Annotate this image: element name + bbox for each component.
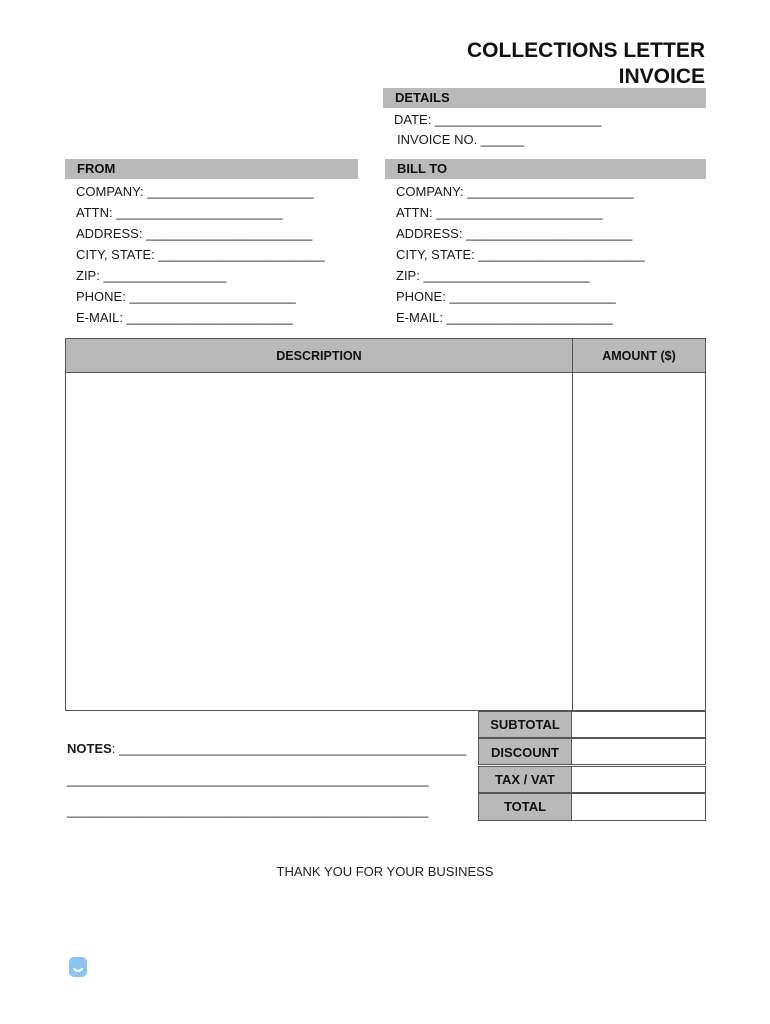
notes-underline-1: : ________________________________________________ <box>111 741 467 756</box>
details-heading: DETAILS <box>383 88 706 108</box>
bill-to-city-state-field[interactable]: CITY, STATE: _______________________ <box>396 247 645 262</box>
from-attn-field[interactable]: ATTN: _______________________ <box>76 205 283 220</box>
date-field[interactable]: DATE: _______________________ <box>394 112 602 127</box>
from-address-field[interactable]: ADDRESS: _______________________ <box>76 226 313 241</box>
tax-label: TAX / VAT <box>478 766 572 793</box>
from-phone-field[interactable]: PHONE: _______________________ <box>76 289 296 304</box>
invoice-number-field[interactable]: INVOICE NO. ______ <box>397 132 525 147</box>
notes-line-3[interactable]: __________________________________________________ <box>67 803 429 818</box>
total-label: TOTAL <box>478 793 572 821</box>
from-email-field[interactable]: E-MAIL: _______________________ <box>76 310 293 325</box>
amount-cell[interactable] <box>573 373 705 710</box>
bill-to-zip-field[interactable]: ZIP: _______________________ <box>396 268 590 283</box>
notes-line-2[interactable]: __________________________________________________ <box>67 772 429 787</box>
bill-to-attn-field[interactable]: ATTN: _______________________ <box>396 205 603 220</box>
discount-value[interactable] <box>571 738 706 765</box>
notes-line-1[interactable] <box>67 741 466 757</box>
title-line-2: INVOICE <box>618 65 705 88</box>
tax-row <box>478 766 706 793</box>
discount-label: DISCOUNT <box>478 738 572 765</box>
discount-row <box>478 738 706 765</box>
from-company-field[interactable]: COMPANY: _______________________ <box>76 184 314 199</box>
from-zip-field[interactable]: ZIP: _________________ <box>76 268 227 283</box>
items-table <box>65 338 706 711</box>
smile-logo-icon <box>69 957 87 977</box>
description-column-header: DESCRIPTION <box>276 349 362 363</box>
invoice-title <box>467 38 705 90</box>
total-row <box>478 793 706 821</box>
totals-block <box>478 711 706 821</box>
subtotal-label: SUBTOTAL <box>478 711 572 738</box>
tax-value[interactable] <box>571 766 706 793</box>
title-line-1: COLLECTIONS LETTER <box>467 39 705 62</box>
description-cell[interactable] <box>66 373 572 710</box>
total-value[interactable] <box>571 793 706 821</box>
thank-you-message: THANK YOU FOR YOUR BUSINESS <box>276 864 494 879</box>
from-city-state-field[interactable]: CITY, STATE: _______________________ <box>76 247 325 262</box>
from-heading: FROM <box>65 159 358 179</box>
subtotal-value[interactable] <box>571 711 706 738</box>
bill-to-company-field[interactable]: COMPANY: _______________________ <box>396 184 634 199</box>
bill-to-address-field[interactable]: ADDRESS: _______________________ <box>396 226 633 241</box>
items-table-header <box>66 339 705 373</box>
bill-to-email-field[interactable]: E-MAIL: _______________________ <box>396 310 613 325</box>
bill-to-heading: BILL TO <box>385 159 706 179</box>
amount-column-header: AMOUNT ($) <box>602 349 676 363</box>
bill-to-phone-field[interactable]: PHONE: _______________________ <box>396 289 616 304</box>
subtotal-row <box>478 711 706 738</box>
notes-label: NOTES <box>67 741 112 756</box>
